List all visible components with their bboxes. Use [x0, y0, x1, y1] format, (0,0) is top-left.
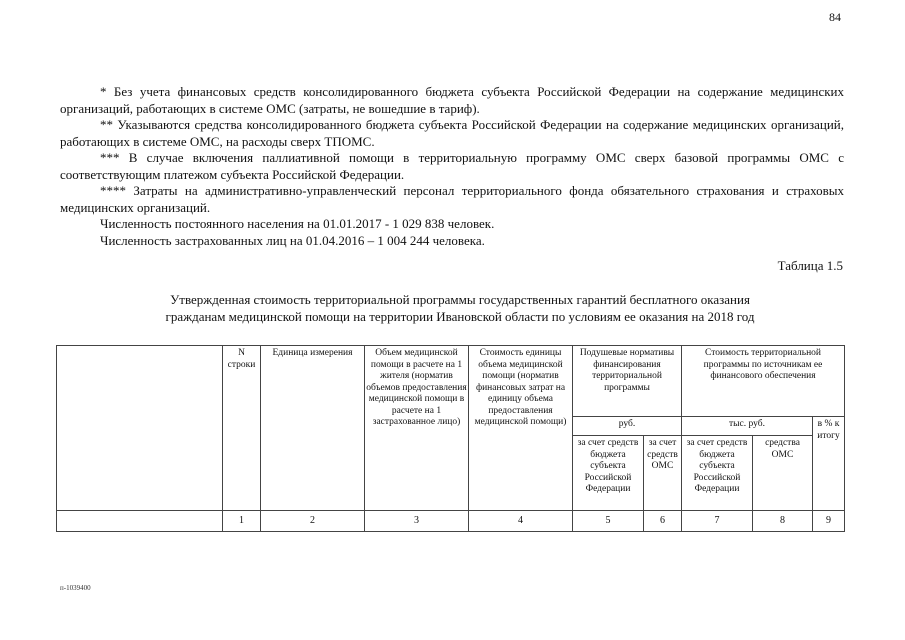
table-title [60, 292, 860, 325]
column-number: 4 [469, 511, 573, 532]
header-blank [57, 346, 223, 511]
header-percent-total: в % к итогу [813, 417, 845, 511]
header-volume: Объем медицинской помощи в расчете на 1 жителя (норматив объемов предоставления медицинской помощи в расчете на 1 застрахованное лицо) [365, 346, 469, 511]
column-number: 3 [365, 511, 469, 532]
header-per-capita: Подушевые нормативы финансирования территориальной программы [573, 346, 682, 417]
cost-table [56, 345, 845, 532]
footnote-1: * Без учета финансовых средств консолидированного бюджета субъекта Российской Федерации на содержание медицинских организаций, работающих в системе ОМС (затраты, не вошедшие в тариф). [60, 84, 844, 116]
table-title-line-1: Утвержденная стоимость территориальной программы государственных гарантий бесплатного оказания [170, 292, 750, 307]
footnote-4: **** Затраты на административно-управленческий персонал территориального фонда обязательного страхования и страховых медицинских организаций. [60, 183, 844, 215]
table-label: Таблица 1.5 [777, 258, 843, 273]
column-number: 7 [682, 511, 753, 532]
column-number-blank [57, 511, 223, 532]
column-numbers-row [57, 511, 845, 532]
column-number: 8 [753, 511, 813, 532]
footnote-2: ** Указываются средства консолидированного бюджета субъекта Российской Федерации на содержание медицинских организаций, работающих в системе ОМС, на расходы сверх ТПОМС. [60, 117, 844, 149]
column-number: 1 [223, 511, 261, 532]
footnotes [60, 84, 844, 249]
header-oms-funds: средства ОМС [753, 436, 813, 511]
column-number: 6 [644, 511, 682, 532]
insured-note: Численность застрахованных лиц на 01.04.2016 – 1 004 244 человека. [100, 232, 485, 248]
header-rub: руб. [573, 417, 682, 436]
header-unit: Единица измерения [261, 346, 365, 511]
column-number: 9 [813, 511, 845, 532]
header-oms-rub: за счет средств ОМС [644, 436, 682, 511]
header-thousand-rub: тыс. руб. [682, 417, 813, 436]
page-number: 84 [829, 10, 841, 24]
footer-code: п-1039400 [60, 584, 91, 592]
header-total-cost: Стоимость территориальной программы по источникам ее финансового обеспечения [682, 346, 845, 417]
header-unit-cost: Стоимость единицы объема медицинской помощи (норматив финансовых затрат на единицу объема предоставления медицинской помощи) [469, 346, 573, 511]
header-budget-rub: за счет средств бюджета субъекта Российской Федерации [573, 436, 644, 511]
header-budget-thousand: за счет средств бюджета субъекта Российской Федерации [682, 436, 753, 511]
column-number: 5 [573, 511, 644, 532]
header-row-number: N строки [223, 346, 261, 511]
table-title-line-2: гражданам медицинской помощи на территории Ивановской области по условиям ее оказания на 2018 год [165, 308, 755, 324]
population-note: Численность постоянного населения на 01.01.2017 - 1 029 838 человек. [100, 216, 495, 231]
column-number: 2 [261, 511, 365, 532]
footnote-3: *** В случае включения паллиативной помощи в территориальную программу ОМС сверх базовой программы ОМС с соответствующим платежом субъекта Российской Федерации. [60, 150, 844, 182]
